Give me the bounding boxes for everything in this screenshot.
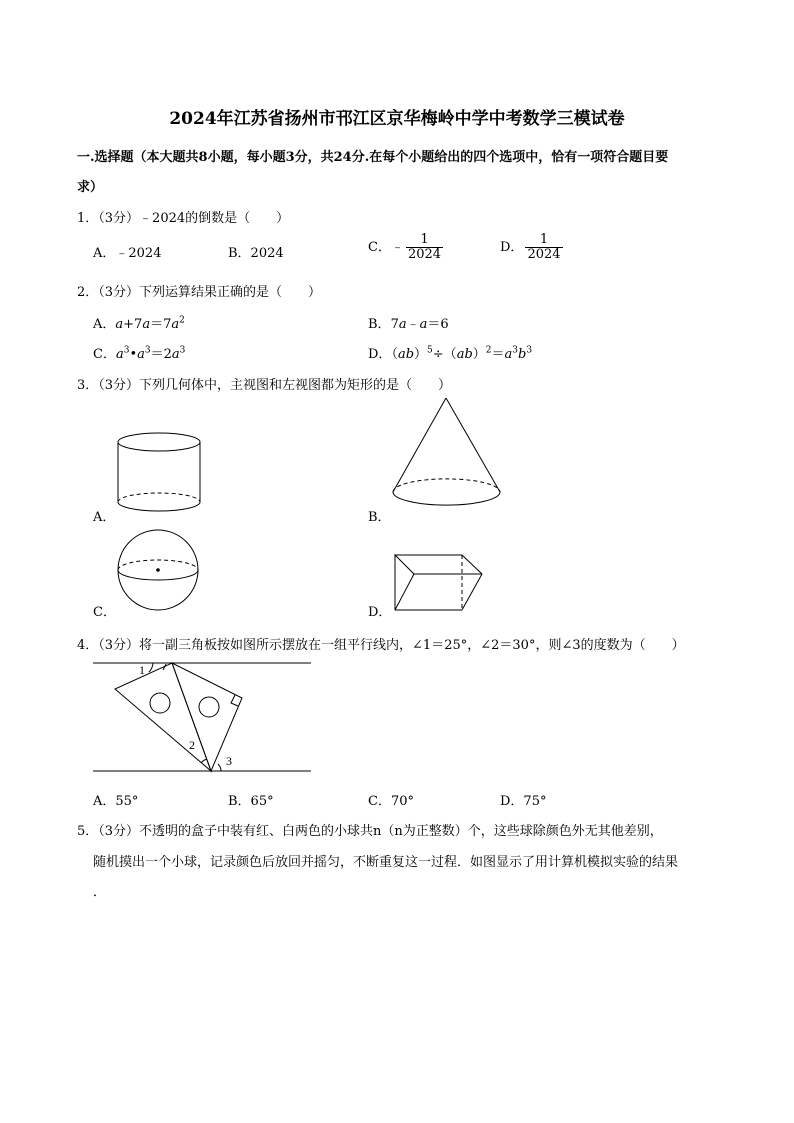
fraction-numerator: 1 bbox=[525, 233, 562, 248]
q1-option-d-label: D． bbox=[500, 240, 524, 255]
q4-option-b: B．65° bbox=[228, 794, 274, 809]
page-title: 2024年江苏省扬州市邗江区京华梅岭中学中考数学三模试卷 bbox=[169, 109, 625, 129]
angle-1-label: 1 bbox=[139, 663, 145, 677]
q2-option-a: A．$a+7a=7a^2$ bbox=[93, 315, 185, 332]
q4-option-d: D．75° bbox=[500, 794, 547, 809]
q5-line3: ． bbox=[93, 885, 107, 900]
q3-option-a-label: A． bbox=[93, 510, 116, 525]
q2-stem: 2．（3分）下列运算结果正确的是（ ） bbox=[77, 285, 322, 300]
q1-option-c-label: C． bbox=[368, 240, 391, 255]
q2-option-c-label: C． bbox=[93, 347, 116, 362]
q1-option-c bbox=[368, 233, 443, 262]
q3-option-c-label: C． bbox=[93, 605, 116, 620]
cone-figure bbox=[390, 396, 505, 521]
q1-option-c-sign: ﹣ bbox=[390, 240, 404, 255]
fraction-numerator: 1 bbox=[406, 233, 443, 248]
angle-3-label: 3 bbox=[226, 754, 232, 768]
q2-option-d: D．$(ab)^5\div(ab)^2=a^3b^3$ bbox=[368, 345, 533, 362]
q1-option-c-fraction bbox=[406, 233, 443, 262]
q1-option-b: B．2024 bbox=[228, 246, 284, 261]
q5-line2: 随机摸出一个小球，记录颜色后放回并摇匀，不断重复这一过程．如图显示了用计算机模拟实验的结果 bbox=[93, 855, 679, 870]
q4-stem: 4．（3分）将一副三角板按如图所示摆放在一组平行线内，∠1＝25°，∠2＝30°，则∠3的度数为（ ） bbox=[77, 638, 685, 653]
section-heading-line2: 求） bbox=[77, 180, 104, 195]
cylinder-figure bbox=[116, 432, 206, 517]
q4-option-c: C．70° bbox=[368, 794, 414, 809]
fraction-denominator: 2024 bbox=[527, 247, 561, 262]
fraction-denominator: 2024 bbox=[407, 247, 442, 262]
angle-2-label: 2 bbox=[189, 738, 195, 752]
q3-option-b-label: B． bbox=[368, 510, 391, 525]
q2-option-a-label: A． bbox=[93, 317, 116, 332]
q3-option-d-label: D． bbox=[368, 605, 392, 620]
q1-stem: 1．（3分）﹣2024的倒数是（ ） bbox=[77, 211, 290, 226]
q1-option-d-fraction bbox=[525, 233, 562, 262]
q2-option-b: B．7a﹣a＝6 bbox=[368, 317, 449, 332]
q3-stem: 3．（3分）下列几何体中，主视图和左视图都为矩形的是（ ） bbox=[77, 378, 452, 393]
q1-option-d bbox=[500, 233, 563, 262]
q5-line1: 5．（3分）不透明的盒子中装有红、白两色的小球共n（n为正整数）个，这些球除颜色外无其他差别， bbox=[77, 824, 663, 839]
q2-option-c: C．$a^3•a^3=2a^3$ bbox=[93, 345, 186, 362]
q4-option-a: A．55° bbox=[93, 794, 139, 809]
sphere-figure bbox=[116, 529, 206, 614]
q1-option-a: A．﹣2024 bbox=[93, 246, 162, 261]
prism-figure bbox=[392, 552, 487, 614]
q2-option-d-label: D． bbox=[368, 347, 392, 362]
section-heading-line1: 一.选择题（本大题共8小题，每小题3分，共24分.在每个小题给出的四个选项中，恰有一项符合题目要 bbox=[77, 150, 669, 165]
q2-option-b-label: B． bbox=[368, 317, 391, 332]
parallel-lines-triangles-figure bbox=[93, 660, 313, 775]
